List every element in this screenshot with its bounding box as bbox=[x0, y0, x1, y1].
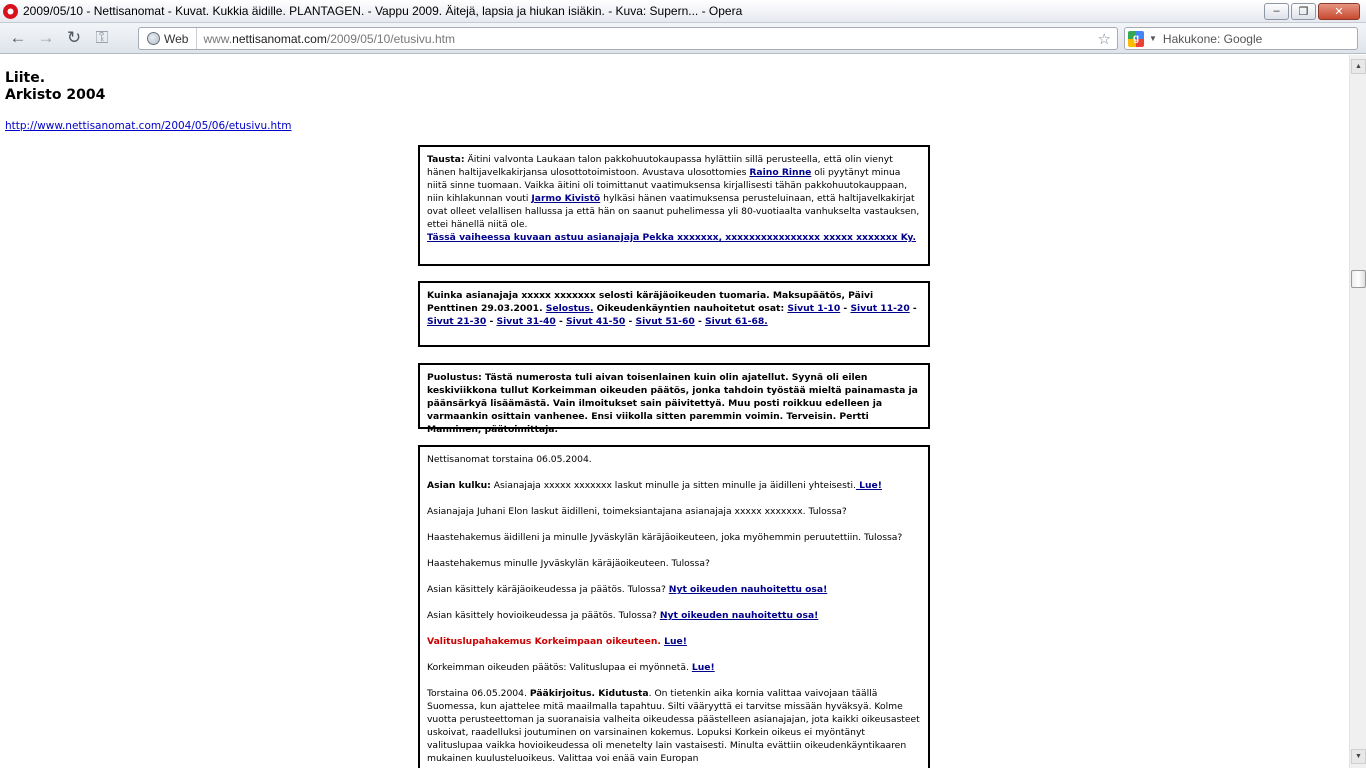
heading-line-2: Arkisto 2004 bbox=[5, 87, 106, 103]
editorial-paragraph bbox=[427, 687, 920, 765]
court-text-2: Oikeudenkäyntien nauhoitetut osat: bbox=[593, 303, 788, 314]
summons-paragraph-2: Haastehakemus minulle Jyväskylän käräjäoikeuteen. Tulossa? bbox=[427, 558, 710, 569]
appeal-court-recording-link[interactable]: Nyt oikeuden nauhoitettu osa! bbox=[659, 610, 819, 621]
search-input[interactable]: Hakukone: Google bbox=[1162, 31, 1263, 46]
appeal-court-text: Asian käsittely hovioikeudessa ja päätös. Tulossa? bbox=[427, 610, 660, 621]
url-prefix: www. bbox=[203, 31, 233, 46]
pages-link-6[interactable]: Sivut 51-60 bbox=[635, 316, 695, 327]
title-bar bbox=[0, 0, 1366, 23]
separator: - bbox=[694, 316, 705, 327]
page-viewport bbox=[0, 55, 1349, 768]
pages-link-2[interactable]: Sivut 11-20 bbox=[850, 303, 910, 314]
defense-paragraph: Puolustus: Tästä numerosta tuli aivan toisenlainen kuin olin ajatellut. Syynä oli eilen keskiviikkona tullut Korkeimman oikeuden päätös, jonka tahdoin työstää mieltä painamasta ja päänsärkyä lisäämästä. Vain ilmoitukset sain päivitettyä. Muu posti roikkuu edelleen ja varmaankin osittain vanhenee. Ensi viikolla sitten paremmin voimin. Terveisin. Pertti Manninen, päätoimittaja. bbox=[427, 372, 918, 435]
globe-icon bbox=[147, 32, 160, 45]
supreme-court-link[interactable]: Lue! bbox=[691, 662, 715, 673]
window-controls bbox=[1264, 3, 1360, 20]
read-bills-link[interactable]: Lue! bbox=[855, 480, 882, 491]
district-court-text: Asian käsittely käräjäoikeudessa ja päätös. Tulossa? bbox=[427, 584, 669, 595]
separator: - bbox=[486, 316, 497, 327]
back-button[interactable]: ← bbox=[9, 28, 27, 47]
raino-rinne-link[interactable]: Raino Rinne bbox=[749, 167, 812, 178]
selostus-link[interactable]: Selostus. bbox=[545, 303, 594, 314]
appeal-court-paragraph bbox=[427, 609, 920, 622]
supreme-court-text: Korkeimman oikeuden päätös: Valituslupaa ei myönnetä. bbox=[427, 662, 692, 673]
district-court-paragraph bbox=[427, 583, 920, 596]
url-input[interactable] bbox=[197, 32, 1097, 46]
forward-button[interactable]: → bbox=[37, 28, 55, 47]
separator: - bbox=[555, 316, 566, 327]
background-paragraph bbox=[427, 153, 920, 231]
pages-link-7[interactable]: Sivut 61-68. bbox=[705, 316, 768, 327]
background-text-2: oli pyytänyt minua niitä sinne tuomaan. Vaikka äitini oli toimittanut vaatimuksensa kirjallisesti tähän pakkohuutokauppaan, niin kihlakunnan vouti bbox=[427, 167, 908, 204]
pages-link-5[interactable]: Sivut 41-50 bbox=[566, 316, 626, 327]
google-icon[interactable]: g bbox=[1128, 31, 1144, 47]
court-recordings-paragraph bbox=[427, 289, 920, 328]
address-bar[interactable] bbox=[138, 27, 1118, 50]
bookmark-star-icon[interactable]: ☆ bbox=[1097, 30, 1111, 48]
minimize-button[interactable]: – bbox=[1264, 3, 1289, 20]
court-recordings-box bbox=[418, 281, 930, 347]
editorial-date: Torstaina 06.05.2004. bbox=[427, 688, 530, 699]
opera-logo-icon bbox=[3, 4, 18, 19]
navigation-toolbar bbox=[0, 23, 1366, 54]
pages-link-1[interactable]: Sivut 1-10 bbox=[787, 303, 841, 314]
background-label: Tausta: bbox=[427, 154, 465, 165]
background-text-3: hylkäsi hänen vaatimuksensa perusteluinaan, että haltijavelkakirjat ovat olleet velallisen hallussa ja että hän on saanut puhelimessa yli 80-vuotiaalta vanhukselta vastauksen, ettei hänellä niitä ole. bbox=[427, 193, 920, 230]
date-line: Nettisanomat torstaina 06.05.2004. bbox=[427, 454, 592, 465]
leave-to-appeal-text: Valituslupahakemus Korkeimpaan oikeuteen. bbox=[427, 636, 665, 647]
elo-bills-paragraph: Asianajaja Juhani Elon laskut äidilleni, toimeksiantajana asianajaja xxxxx xxxxxxx. Tulossa? bbox=[427, 506, 847, 517]
web-label: Web bbox=[164, 31, 189, 46]
site-info-button[interactable] bbox=[139, 28, 197, 49]
pages-link-4[interactable]: Sivut 31-40 bbox=[496, 316, 556, 327]
editorial-label: Pääkirjoitus. Kidutusta bbox=[529, 688, 649, 699]
case-course-paragraph bbox=[427, 479, 920, 492]
restore-button[interactable]: ❐ bbox=[1291, 3, 1316, 20]
editorial-text: . On tietenkin aika kornia valittaa vaivojaan täällä Suomessa, kun ajattelee mitä maailmalla tapahtuu. Silti vääryyttä ei tarvitse missään hyväksyä. Kolme vuotta perusteettoman ja suoranaisia valheita oikeudessa päästelleen asianajajan, jota kaikki oikeusasteet uskoivat, raadelluksi joutuminen on varsinainen kokemus. Lopuksi Korkein oikeus ei myöntänyt valituslupaa vaikka hovioikeudessa oli menetelty lain vastaisesti. Minulta evättiin oikeudenkäyntikaaren mukainen kuulusteluoikeus. Valittaa voi enää vain Europan bbox=[427, 688, 920, 764]
case-course-label: Asian kulku: bbox=[427, 480, 491, 491]
leave-to-appeal-paragraph bbox=[427, 635, 920, 648]
url-path: /2009/05/10/etusivu.htm bbox=[326, 31, 455, 46]
district-court-recording-link[interactable]: Nyt oikeuden nauhoitettu osa! bbox=[668, 584, 828, 595]
scroll-up-arrow-icon[interactable]: ▲ bbox=[1351, 59, 1366, 74]
heading-line-1: Liite. bbox=[5, 70, 46, 86]
background-text-1: Äitini valvonta Laukaan talon pakkohuutokaupassa hylättiin sillä perusteella, että olin vienyt hänen haltijavelkakirjansa ulosottotoimistoon. Avustava ulosottomies bbox=[427, 154, 893, 178]
summons-paragraph-1: Haastehakemus äidilleni ja minulle Jyväskylän käräjäoikeuteen, joka myöhemmin peruutettiin. Tulossa? bbox=[427, 532, 903, 543]
window-title: 2009/05/10 - Nettisanomat - Kuvat. Kukkia äidille. PLANTAGEN. - Vappu 2009. Äitejä, lapsia ja hiukan isiäkin. - Kuva: Supern... - Opera bbox=[23, 4, 743, 18]
case-course-text: Asianajaja xxxxx xxxxxxx laskut minulle ja sitten minulle ja äidilleni yhteisesti. bbox=[490, 480, 856, 491]
vertical-scrollbar[interactable] bbox=[1349, 55, 1366, 768]
defense-box bbox=[418, 363, 930, 435]
reload-button[interactable]: ↻ bbox=[66, 28, 82, 47]
separator: - bbox=[909, 303, 917, 314]
leave-to-appeal-link[interactable]: Lue! bbox=[664, 636, 687, 647]
close-button[interactable]: ✕ bbox=[1318, 3, 1360, 20]
chevron-down-icon[interactable]: ▼ bbox=[1149, 34, 1157, 43]
wand-key-icon[interactable]: ⚿ bbox=[95, 28, 109, 47]
jarmo-kivisto-link[interactable]: Jarmo Kivistö bbox=[531, 193, 601, 204]
lawyer-enters-link[interactable]: Tässä vaiheessa kuvaan astuu asianajaja Pekka xxxxxxx, xxxxxxxxxxxxxxxx xxxxx xxxxxxx Ky. bbox=[427, 232, 916, 243]
url-host: nettisanomat.com bbox=[232, 31, 327, 46]
page-title bbox=[5, 70, 105, 104]
scroll-down-arrow-icon[interactable]: ▼ bbox=[1351, 749, 1366, 764]
separator: - bbox=[840, 303, 851, 314]
search-field[interactable] bbox=[1124, 27, 1358, 50]
supreme-court-paragraph bbox=[427, 661, 920, 674]
archive-link[interactable]: http://www.nettisanomat.com/2004/05/06/etusivu.htm bbox=[5, 120, 292, 132]
separator: - bbox=[625, 316, 636, 327]
background-box bbox=[418, 145, 930, 266]
case-history-box bbox=[418, 445, 930, 768]
court-text-1: Kuinka asianajaja xxxxx xxxxxxx selosti käräjäoikeuden tuomaria. Maksupäätös, Päivi Penttinen 29.03.2001. bbox=[427, 290, 874, 314]
scroll-thumb[interactable] bbox=[1351, 270, 1366, 288]
pages-link-3[interactable]: Sivut 21-30 bbox=[427, 316, 487, 327]
